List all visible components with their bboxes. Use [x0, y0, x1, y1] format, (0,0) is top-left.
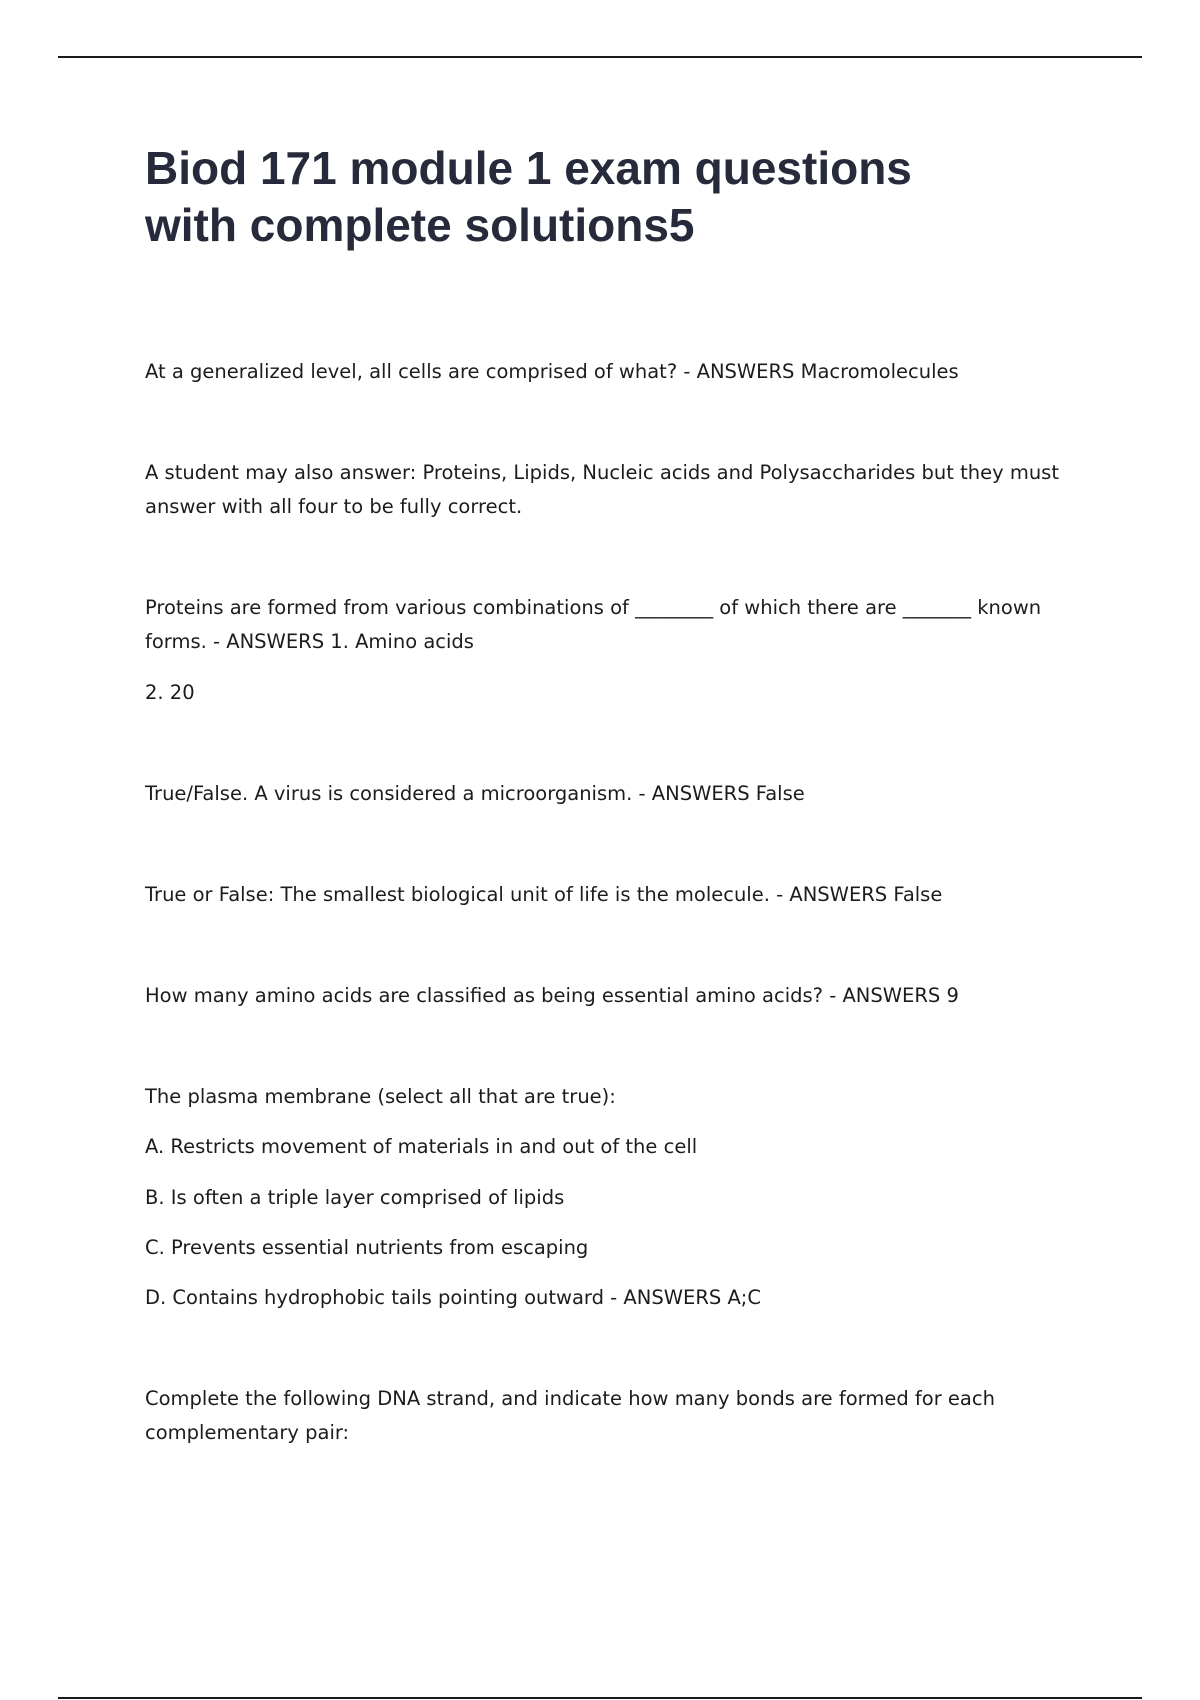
q1-note-line-1: A student may also answer: Proteins, Lipids, Nucleic acids and Polysaccharides but they must	[145, 461, 1059, 484]
bottom-rule	[58, 1697, 1142, 1699]
q7-text-line-1: Complete the following DNA strand, and indicate how many bonds are formed for each	[145, 1387, 995, 1410]
q4-text: True or False: The smallest biological unit of life is the molecule. - ANSWERS False	[145, 883, 943, 906]
q7-text-line-2: complementary pair:	[145, 1421, 350, 1444]
top-rule	[58, 56, 1142, 58]
q6-text: The plasma membrane (select all that are true):	[145, 1085, 616, 1108]
q6-option-c: C. Prevents essential nutrients from escaping	[145, 1236, 589, 1259]
q1-note-line-2: answer with all four to be fully correct.	[145, 495, 523, 518]
q2-text-line-1: Proteins are formed from various combinations of ________ of which there are _______ known	[145, 596, 1042, 619]
q2-text-line-2: forms. - ANSWERS 1. Amino acids	[145, 630, 474, 653]
q2-answer-2: 2. 20	[145, 681, 195, 704]
q6-option-a: A. Restricts movement of materials in and out of the cell	[145, 1135, 698, 1158]
document-title	[145, 140, 1095, 254]
q5-text: How many amino acids are classified as being essential amino acids? - ANSWERS 9	[145, 984, 959, 1007]
q1-text: At a generalized level, all cells are comprised of what? - ANSWERS Macromolecules	[145, 360, 959, 383]
title-line-2: with complete solutions5	[145, 199, 695, 251]
q6-option-b: B. Is often a triple layer comprised of lipids	[145, 1186, 565, 1209]
q6-option-d: D. Contains hydrophobic tails pointing outward - ANSWERS A;C	[145, 1286, 761, 1309]
title-line-1: Biod 171 module 1 exam questions	[145, 142, 912, 194]
q3-text: True/False. A virus is considered a microorganism. - ANSWERS False	[145, 782, 805, 805]
